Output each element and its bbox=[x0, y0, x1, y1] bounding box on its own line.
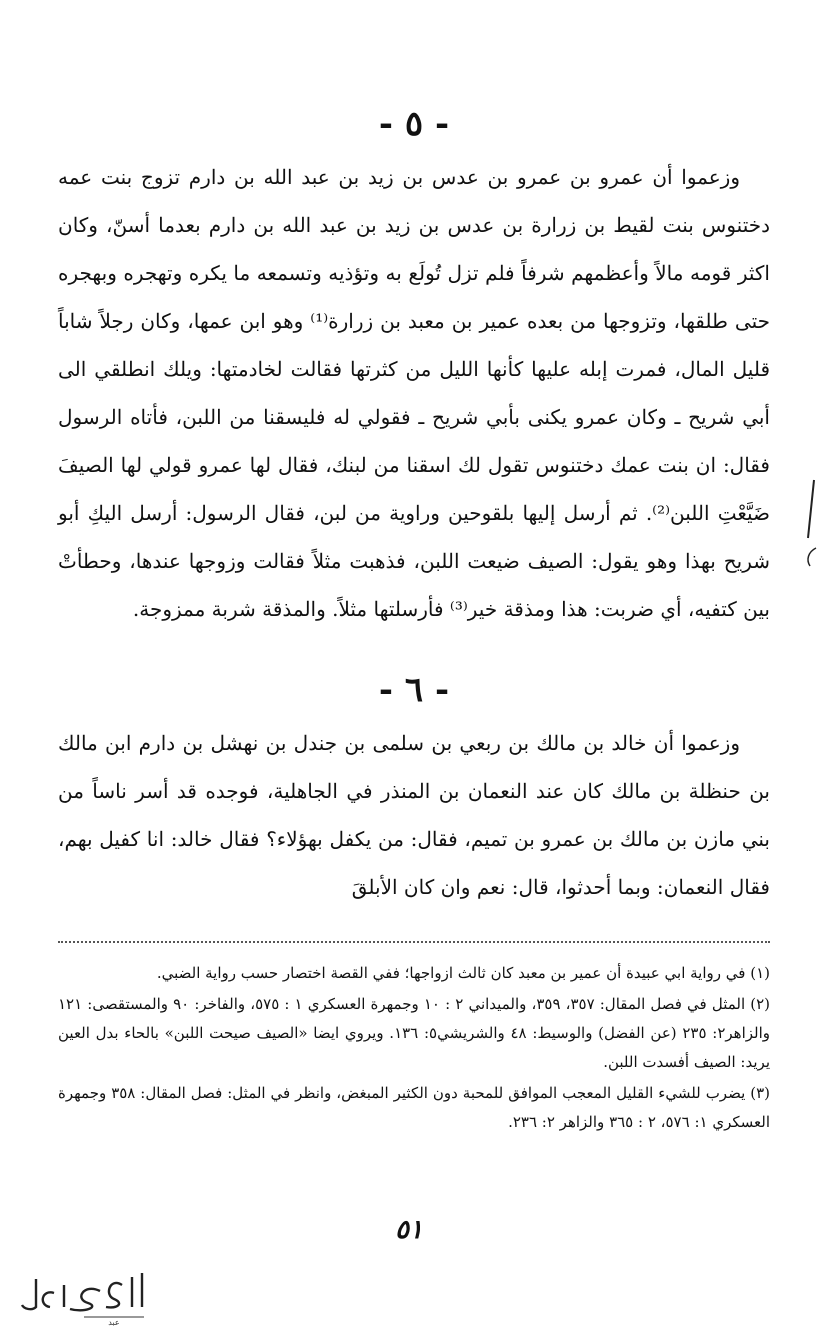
page-number: ٥١ bbox=[395, 1215, 423, 1245]
section-number: - ٥ - bbox=[378, 104, 450, 144]
svg-text:ﻋﺒﺪ: ﻋﺒﺪ bbox=[108, 1318, 120, 1327]
section-paragraph: وزعموا أن عمرو بن عمرو بن عدس بن زيد بن عبد الله بن دارم تزوج بنت عمه دختنوس بنت لقيط بن زرارة بن عدس بن زيد بن عبد الله بن دارم بعدما أسنّ، وكان اكثر قومه مالاً وأعظمهم شرفاً فلم تزل تُولَع به وتؤذيه وتسمعه ما يكره وتهجره وبهجره حتى طلقها، وتزوجها من بعده عمير بن معبد بن زرارة⁽¹⁾ وهو ابن عمها، وكان رجلاً شاباً قليل المال، فمرت إبله عليها كأنها الليل من كثرتها فقالت لخادمتها: ويلك انطلقي الى أبي شريح ـ وكان عمرو يكنى بأبي شريح ـ فقولي له فليسقنا من اللبن، فأتاه الرسول فقال: ان بنت عمك دختنوس تقول لك اسقنا من لبنك، فقال لها عمرو قولي لها الصيفَ ضَيَّعْتِ اللبن⁽²⁾. ثم أرسل إليها بلقوحين وراوية من لبن، فقال الرسول: أرسل اليكِ أبو شريح بهذا وهو يقول: الصيف ضيعت اللبن، فذهبت مثلاً فقالت وزوجها عندها، وحطأتْ بين كتفيه، أي ضربت: هذا ومذقة خير⁽³⁾ فأرسلتها مثلاً. والمذقة شربة ممزوجة. bbox=[58, 165, 771, 621]
footnote: (٣) يضرب للشيء القليل المعجب الموافق للمحبة دون الكثير المبغض، وانظر في المثل: فصل المقال: ٣٥٨ وجمهرة العسكري ١: ٥٧٦، ٢ : ٣٦٥ والزاهر ٢: ٢٣٦. bbox=[58, 1084, 770, 1131]
page-body bbox=[58, 95, 770, 1139]
section-paragraph: وزعموا أن خالد بن مالك بن ربعي بن سلمى بن جندل بن نهشل بن دارم ابن مالك بن حنظلة بن مالك كان عند النعمان بن المنذر في الجاهلية، فوجده قد أسر ناساً من بني مازن بن مالك بن عمرو بن تميم، فقال: من يكفل بهؤلاء؟ فقال خالد: انا كفيل بهم، فقال النعمان: وبما أحدثوا، قال: نعم وان كان الأبلقَ bbox=[58, 731, 770, 899]
section-number: - ٦ - bbox=[378, 670, 450, 710]
footnote: (٢) المثل في فصل المقال: ٣٥٧، ٣٥٩، والميداني ٢ : ١٠ وجمهرة العسكري ١ : ٥٧٥، والفاخر: ٩٠ والمستقصى: ١٢١ والزاهر٢: ٢٣٥ (عن الفضل) والوسيط: ٤٨ والشريشي٥: ١٣٦. ويروي ايضا «الصيف صيحت اللبن» بالحاء بدل العين يريد: الصيف أفسدت اللبن. bbox=[58, 995, 771, 1071]
publisher-logo bbox=[14, 1265, 164, 1327]
footnote: (١) في رواية ابي عبيدة أن عمير بن معبد كان ثالث ازواجها؛ ففي القصة اختصار حسب رواية الضبي. bbox=[156, 964, 770, 982]
margin-pen-mark bbox=[800, 478, 820, 568]
footnote-separator bbox=[58, 941, 770, 943]
